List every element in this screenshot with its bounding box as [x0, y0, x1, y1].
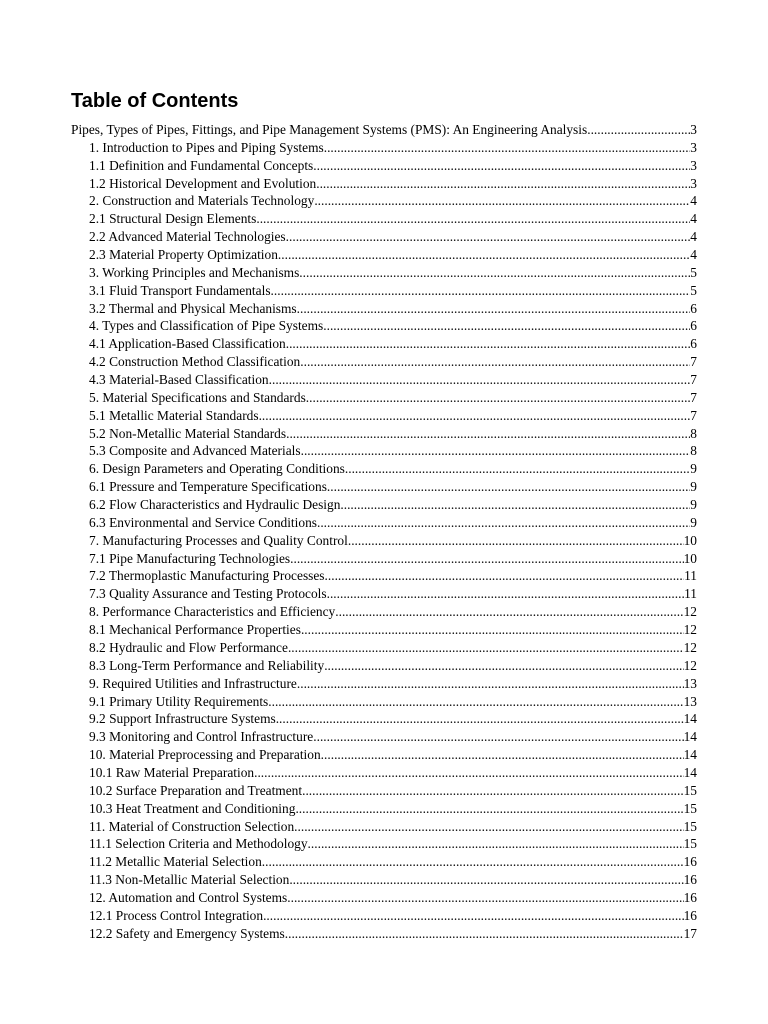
toc-entry-page-number: 6 [690, 336, 697, 352]
toc-entry-page-number: 15 [683, 818, 697, 834]
toc-dot-leader [288, 639, 684, 657]
toc-entry-title: 7.2 Thermoplastic Manufacturing Processes [89, 568, 325, 584]
toc-dot-leader [262, 853, 684, 871]
toc-dot-leader [300, 353, 690, 371]
toc-entry-title: 5. Material Specifications and Standards [89, 389, 306, 405]
toc-entry-page-number: 12 [683, 604, 697, 620]
toc-entry-title: 9. Required Utilities and Infrastructure [89, 675, 297, 691]
toc-entry-title: 3.2 Thermal and Physical Mechanisms [89, 300, 297, 316]
toc-entry-page-number: 4 [690, 229, 697, 245]
toc-entry-title: 11.3 Non-Metallic Material Selection [89, 872, 290, 888]
toc-dot-leader [263, 907, 684, 925]
toc-entry[interactable] [71, 407, 697, 425]
toc-entry-page-number: 14 [683, 711, 697, 727]
toc-entry-page-number: 10 [683, 532, 697, 548]
toc-entry[interactable] [71, 675, 697, 693]
toc-entry-page-number: 15 [683, 800, 697, 816]
toc-entry-page-number: 11 [684, 586, 697, 602]
toc-entry[interactable] [71, 835, 697, 853]
toc-entry[interactable] [71, 728, 697, 746]
toc-entry-page-number: 17 [683, 925, 697, 941]
toc-entry-page-number: 3 [690, 122, 697, 137]
toc-dot-leader [271, 282, 691, 300]
toc-entry-title: 1.2 Historical Development and Evolution [89, 175, 317, 191]
toc-entry[interactable] [71, 192, 697, 210]
toc-entry-title: 7.1 Pipe Manufacturing Technologies [89, 550, 291, 566]
toc-dot-leader [294, 818, 683, 836]
toc-dot-leader [289, 871, 683, 889]
toc-entry-title: 8.2 Hydraulic and Flow Performance [89, 639, 288, 655]
toc-entry-title: 3. Working Principles and Mechanisms [89, 264, 300, 280]
toc-entry-title: 12.1 Process Control Integration [89, 907, 264, 923]
toc-list [71, 121, 697, 943]
toc-entry-title: 3.1 Fluid Transport Fundamentals [89, 282, 271, 298]
toc-dot-leader [297, 675, 684, 693]
toc-entry-page-number: 4 [690, 247, 697, 263]
toc-entry[interactable] [71, 621, 697, 639]
toc-entry[interactable] [71, 782, 697, 800]
toc-entry-title: 10.3 Heat Treatment and Conditioning [89, 800, 296, 816]
toc-entry[interactable] [71, 657, 697, 675]
toc-dot-leader [299, 264, 690, 282]
toc-entry-page-number: 3 [690, 175, 697, 191]
toc-heading: Table of Contents [71, 90, 239, 112]
toc-entry[interactable] [71, 371, 697, 389]
toc-dot-leader [276, 710, 684, 728]
toc-entry-title: 4. Types and Classification of Pipe Systems [89, 318, 324, 334]
toc-dot-leader [301, 621, 684, 639]
toc-dot-leader [316, 175, 690, 193]
toc-entry[interactable] [71, 710, 697, 728]
toc-entry[interactable] [71, 514, 697, 532]
toc-entry[interactable] [71, 907, 697, 925]
toc-dot-leader [348, 532, 684, 550]
toc-entry[interactable] [71, 639, 697, 657]
toc-entry-page-number: 9 [690, 514, 697, 530]
toc-entry-page-number: 5 [690, 282, 697, 298]
toc-entry[interactable] [71, 442, 697, 460]
toc-dot-leader [285, 925, 684, 943]
toc-entry[interactable] [71, 460, 697, 478]
toc-entry-page-number: 9 [690, 461, 697, 477]
toc-entry[interactable] [71, 567, 697, 585]
toc-entry-title: 9.3 Monitoring and Control Infrastructure [89, 729, 314, 745]
toc-entry-title: 2.1 Structural Design Elements [89, 211, 257, 227]
toc-entry-page-number: 12 [683, 622, 697, 638]
toc-entry-title: 9.1 Primary Utility Requirements [89, 693, 269, 709]
toc-dot-leader [290, 550, 683, 568]
toc-entry-title: 6. Design Parameters and Operating Conditions [89, 461, 345, 477]
toc-dot-leader [313, 728, 683, 746]
toc-entry-page-number: 14 [683, 729, 697, 745]
toc-dot-leader [268, 693, 683, 711]
toc-entry-page-number: 11 [684, 568, 697, 584]
toc-entry-title: 9.2 Support Infrastructure Systems [89, 711, 276, 727]
toc-entry-page-number: 10 [683, 550, 697, 566]
toc-entry-page-number: 7 [690, 354, 697, 370]
toc-entry-title: 1.1 Definition and Fundamental Concepts [89, 157, 314, 173]
toc-dot-leader [325, 567, 685, 585]
toc-entry-page-number: 8 [690, 425, 697, 441]
toc-entry[interactable] [71, 317, 697, 335]
toc-entry-title: 5.1 Metallic Material Standards [89, 407, 259, 423]
toc-entry[interactable] [71, 550, 697, 568]
toc-dot-leader [314, 192, 690, 210]
toc-entry-page-number: 14 [683, 764, 697, 780]
toc-dot-leader [286, 425, 690, 443]
toc-entry-title: 10.2 Surface Preparation and Treatment [89, 782, 303, 798]
toc-entry-page-number: 15 [683, 836, 697, 852]
toc-entry[interactable] [71, 925, 697, 943]
toc-entry[interactable] [71, 853, 697, 871]
toc-entry[interactable] [71, 746, 697, 764]
toc-dot-leader [295, 800, 683, 818]
toc-entry[interactable] [71, 264, 697, 282]
toc-entry-title: 6.1 Pressure and Temperature Specifications [89, 479, 327, 495]
toc-entry-title: 12.2 Safety and Emergency Systems [89, 925, 285, 941]
toc-entry-page-number: 7 [690, 407, 697, 423]
toc-entry[interactable] [71, 300, 697, 318]
toc-dot-leader [324, 139, 691, 157]
toc-dot-leader [327, 585, 685, 603]
toc-entry-title: 11. Material of Construction Selection [89, 818, 295, 834]
toc-dot-leader [345, 460, 690, 478]
toc-entry-title: 1. Introduction to Pipes and Piping Systems [89, 139, 324, 155]
toc-dot-leader [301, 442, 691, 460]
toc-entry-page-number: 8 [690, 443, 697, 459]
toc-entry[interactable] [71, 228, 697, 246]
toc-dot-leader [269, 371, 691, 389]
toc-dot-leader [340, 496, 690, 514]
toc-entry-title: 6.2 Flow Characteristics and Hydraulic Design [89, 497, 341, 513]
toc-entry-page-number: 12 [683, 639, 697, 655]
toc-entry-title: 5.3 Composite and Advanced Materials [89, 443, 301, 459]
toc-dot-leader [259, 407, 691, 425]
toc-entry-page-number: 16 [683, 907, 697, 923]
toc-entry-title: 8.1 Mechanical Performance Properties [89, 622, 301, 638]
toc-dot-leader [317, 514, 690, 532]
toc-entry-page-number: 13 [683, 675, 697, 691]
toc-entry[interactable] [71, 532, 697, 550]
toc-entry[interactable] [71, 389, 697, 407]
toc-entry[interactable] [71, 693, 697, 711]
toc-entry-title: 7.3 Quality Assurance and Testing Protocols [89, 586, 327, 602]
toc-entry-title: 8. Performance Characteristics and Efficiency [89, 604, 336, 620]
toc-entry[interactable] [71, 175, 697, 193]
toc-entry-title: 5.2 Non-Metallic Material Standards [89, 425, 287, 441]
toc-dot-leader [286, 335, 691, 353]
toc-entry-title: 7. Manufacturing Processes and Quality Control [89, 532, 348, 548]
toc-entry-title: 6.3 Environmental and Service Conditions [89, 514, 317, 530]
toc-dot-leader [254, 764, 684, 782]
toc-dot-leader [256, 210, 690, 228]
toc-entry[interactable] [71, 603, 697, 621]
toc-entry-page-number: 13 [683, 693, 697, 709]
toc-dot-leader [327, 478, 690, 496]
toc-entry[interactable] [71, 282, 697, 300]
toc-entry-title: 2. Construction and Materials Technology [89, 193, 315, 209]
toc-dot-leader [297, 300, 691, 318]
toc-entry-page-number: 5 [690, 264, 697, 280]
toc-entry-title: Pipes, Types of Pipes, Fittings, and Pipe Management Systems (PMS): An Engineering Analysis [71, 122, 588, 137]
toc-dot-leader [321, 746, 684, 764]
toc-entry-page-number: 3 [690, 139, 697, 155]
toc-dot-leader [302, 782, 684, 800]
toc-entry-page-number: 6 [690, 300, 697, 316]
toc-dot-leader [287, 889, 683, 907]
toc-entry-page-number: 9 [690, 479, 697, 495]
toc-entry[interactable] [71, 764, 697, 782]
toc-entry-page-number: 15 [683, 782, 697, 798]
toc-entry-title: 8.3 Long-Term Performance and Reliability [89, 657, 325, 673]
toc-entry-title: 4.2 Construction Method Classification [89, 354, 301, 370]
toc-entry-page-number: 16 [683, 889, 697, 905]
toc-dot-leader [306, 389, 691, 407]
toc-entry[interactable] [71, 246, 697, 264]
toc-entry[interactable] [71, 871, 697, 889]
toc-entry[interactable] [71, 139, 697, 157]
toc-dot-leader [278, 246, 690, 264]
toc-entry[interactable] [71, 353, 697, 371]
toc-entry-page-number: 9 [690, 497, 697, 513]
toc-entry-page-number: 7 [690, 389, 697, 405]
toc-entry[interactable] [71, 121, 697, 139]
toc-entry-title: 10.1 Raw Material Preparation [89, 764, 255, 780]
toc-entry-page-number: 12 [683, 657, 697, 673]
toc-dot-leader [308, 835, 684, 853]
toc-entry[interactable] [71, 157, 697, 175]
toc-entry[interactable] [71, 800, 697, 818]
toc-entry-page-number: 4 [690, 193, 697, 209]
toc-entry-title: 4.3 Material-Based Classification [89, 372, 269, 388]
toc-entry[interactable] [71, 425, 697, 443]
toc-dot-leader [324, 657, 683, 675]
toc-entry-page-number: 16 [683, 872, 697, 888]
toc-entry-title: 11.2 Metallic Material Selection [89, 854, 262, 870]
toc-entry-title: 11.1 Selection Criteria and Methodology [89, 836, 308, 852]
toc-entry[interactable] [71, 478, 697, 496]
toc-entry-page-number: 4 [690, 211, 697, 227]
toc-entry[interactable] [71, 210, 697, 228]
toc-entry-title: 4.1 Application-Based Classification [89, 336, 286, 352]
toc-entry-title: 10. Material Preprocessing and Preparation [89, 747, 321, 763]
toc-entry-page-number: 3 [690, 157, 697, 173]
toc-entry[interactable] [71, 818, 697, 836]
toc-dot-leader [286, 228, 691, 246]
toc-dot-leader [335, 603, 683, 621]
toc-entry[interactable] [71, 889, 697, 907]
toc-entry[interactable] [71, 335, 697, 353]
toc-dot-leader [587, 121, 690, 139]
toc-dot-leader [313, 157, 690, 175]
toc-entry-page-number: 16 [683, 854, 697, 870]
toc-entry-title: 12. Automation and Control Systems [89, 889, 288, 905]
toc-dot-leader [323, 317, 690, 335]
toc-entry-page-number: 7 [690, 372, 697, 388]
toc-entry-title: 2.3 Material Property Optimization [89, 247, 278, 263]
toc-entry-page-number: 14 [683, 747, 697, 763]
toc-entry-title: 2.2 Advanced Material Technologies [89, 229, 286, 245]
toc-entry[interactable] [71, 496, 697, 514]
toc-entry-page-number: 6 [690, 318, 697, 334]
toc-entry[interactable] [71, 585, 697, 603]
